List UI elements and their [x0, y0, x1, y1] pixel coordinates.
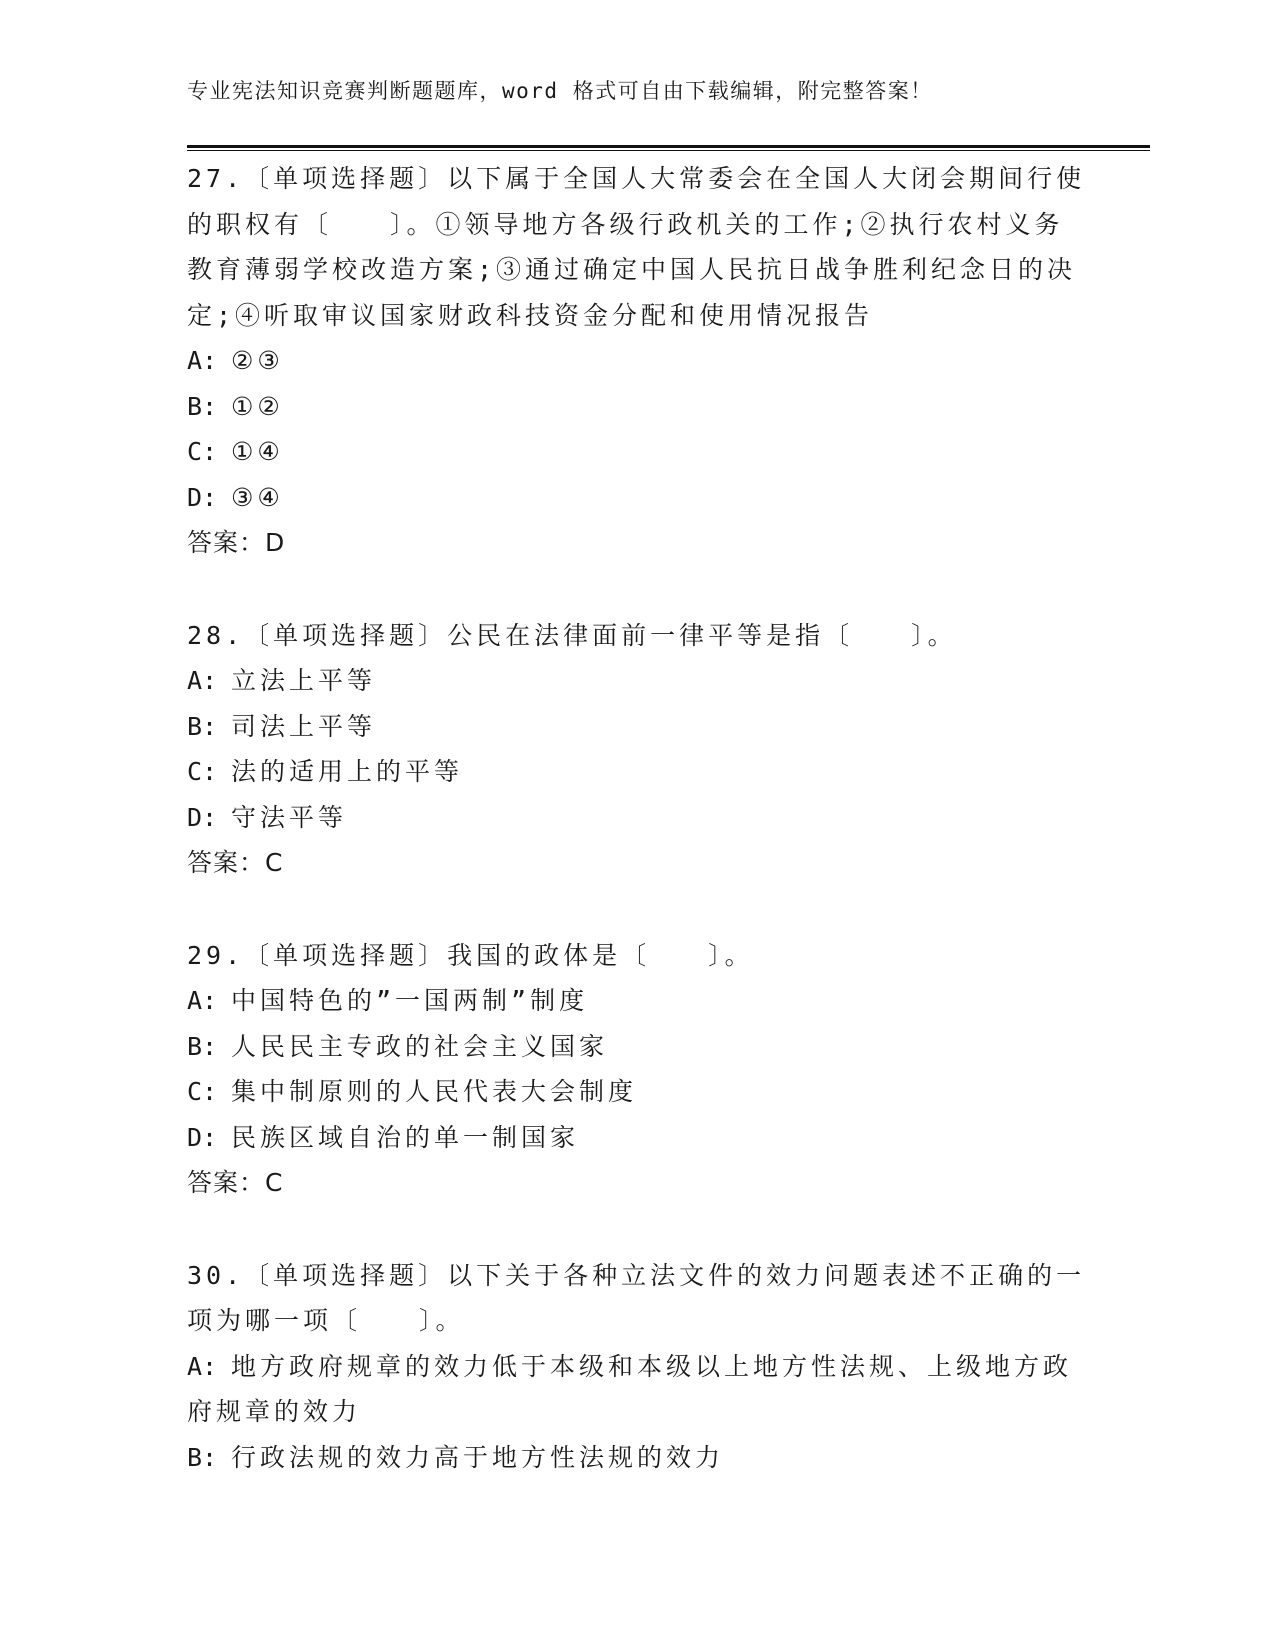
question-text-line: 29.〔单项选择题〕我国的政体是〔 〕。: [187, 940, 754, 970]
option-label: C:: [187, 437, 218, 466]
option-text: ①④: [231, 437, 284, 466]
option-line: [187, 338, 1087, 384]
question-spacer: [187, 886, 1087, 933]
header-rule-thin: [187, 150, 1150, 151]
option-label: B:: [187, 391, 218, 421]
option-label: D:: [187, 802, 218, 832]
option-line: [187, 1344, 1087, 1390]
page-header: 专业宪法知识竞赛判断题题库，word 格式可自由下载编辑，附完整答案！: [187, 79, 933, 103]
answer-line: 答案：C: [187, 1168, 284, 1197]
question-text-line: 教育薄弱学校改造方案;③通过确定中国人民抗日战争胜利纪念日的决: [187, 255, 1077, 284]
option-text: 中国特色的”一国两制”制度: [231, 986, 589, 1015]
option-label: D:: [187, 1122, 218, 1152]
option-label: A:: [187, 346, 218, 375]
option-line: [187, 1115, 1087, 1161]
option-label: B:: [187, 1031, 218, 1061]
option-line: [187, 978, 1087, 1024]
option-text: ③④: [231, 482, 284, 512]
option-line: [187, 795, 1087, 841]
option-label: B:: [187, 711, 218, 741]
option-label: D:: [187, 482, 218, 512]
question-text-line: 28.〔单项选择题〕公民在法律面前一律平等是指〔 〕。: [187, 620, 957, 650]
header-rule-thick: [187, 145, 1150, 148]
option-text: 地方政府规章的效力低于本级和本级以上地方性法规、上级地方政: [231, 1351, 1073, 1381]
option-label: C:: [187, 1077, 218, 1106]
option-text: ①②: [231, 391, 284, 421]
question-text-line: 定;④听取审议国家财政科技资金分配和使用情况报告: [187, 300, 874, 330]
option-line: [187, 475, 1087, 521]
option-text: 守法平等: [231, 802, 348, 832]
question-block: [187, 613, 1087, 886]
option-label: A:: [187, 666, 218, 695]
option-line: [187, 704, 1087, 750]
option-text: 人民民主专政的社会主义国家: [231, 1031, 609, 1061]
option-label: A:: [187, 1351, 218, 1381]
option-text: 集中制原则的人民代表大会制度: [231, 1077, 638, 1106]
option-line: [187, 1069, 1087, 1115]
option-line: [187, 658, 1087, 704]
question-text-line: 的职权有〔 〕。①领导地方各级行政机关的工作;②执行农村义务: [187, 209, 1064, 239]
question-block: [187, 933, 1087, 1206]
option-line: [187, 1435, 1087, 1481]
option-text: 行政法规的效力高于地方性法规的效力: [231, 1442, 725, 1472]
option-line: [187, 384, 1087, 430]
option-text: 法的适用上的平等: [231, 757, 464, 786]
option-line: [187, 749, 1087, 795]
option-text: 司法上平等: [231, 711, 377, 741]
answer-line: 答案：C: [187, 848, 284, 877]
option-label: B:: [187, 1442, 218, 1472]
question-block: [187, 1253, 1087, 1481]
question-text-line: 项为哪一项〔 〕。: [187, 1306, 465, 1335]
answer-line: 答案：D: [187, 528, 286, 557]
option-text: 立法上平等: [231, 666, 377, 695]
option-text: ②③: [231, 346, 284, 375]
option-line: [187, 1389, 1087, 1435]
question-text-line: 27.〔单项选择题〕以下属于全国人大常委会在全国人大闭会期间行使: [187, 164, 1086, 193]
question-list: [187, 156, 1087, 1480]
option-text: 民族区域自治的单一制国家: [231, 1122, 580, 1152]
question-text-line: 30.〔单项选择题〕以下关于各种立法文件的效力问题表述不正确的一: [187, 1260, 1086, 1290]
option-label: A:: [187, 986, 218, 1015]
question-spacer: [187, 566, 1087, 613]
option-text: 府规章的效力: [187, 1397, 362, 1426]
question-block: [187, 156, 1087, 566]
question-spacer: [187, 1206, 1087, 1253]
option-line: [187, 429, 1087, 475]
option-label: C:: [187, 757, 218, 786]
option-line: [187, 1024, 1087, 1070]
